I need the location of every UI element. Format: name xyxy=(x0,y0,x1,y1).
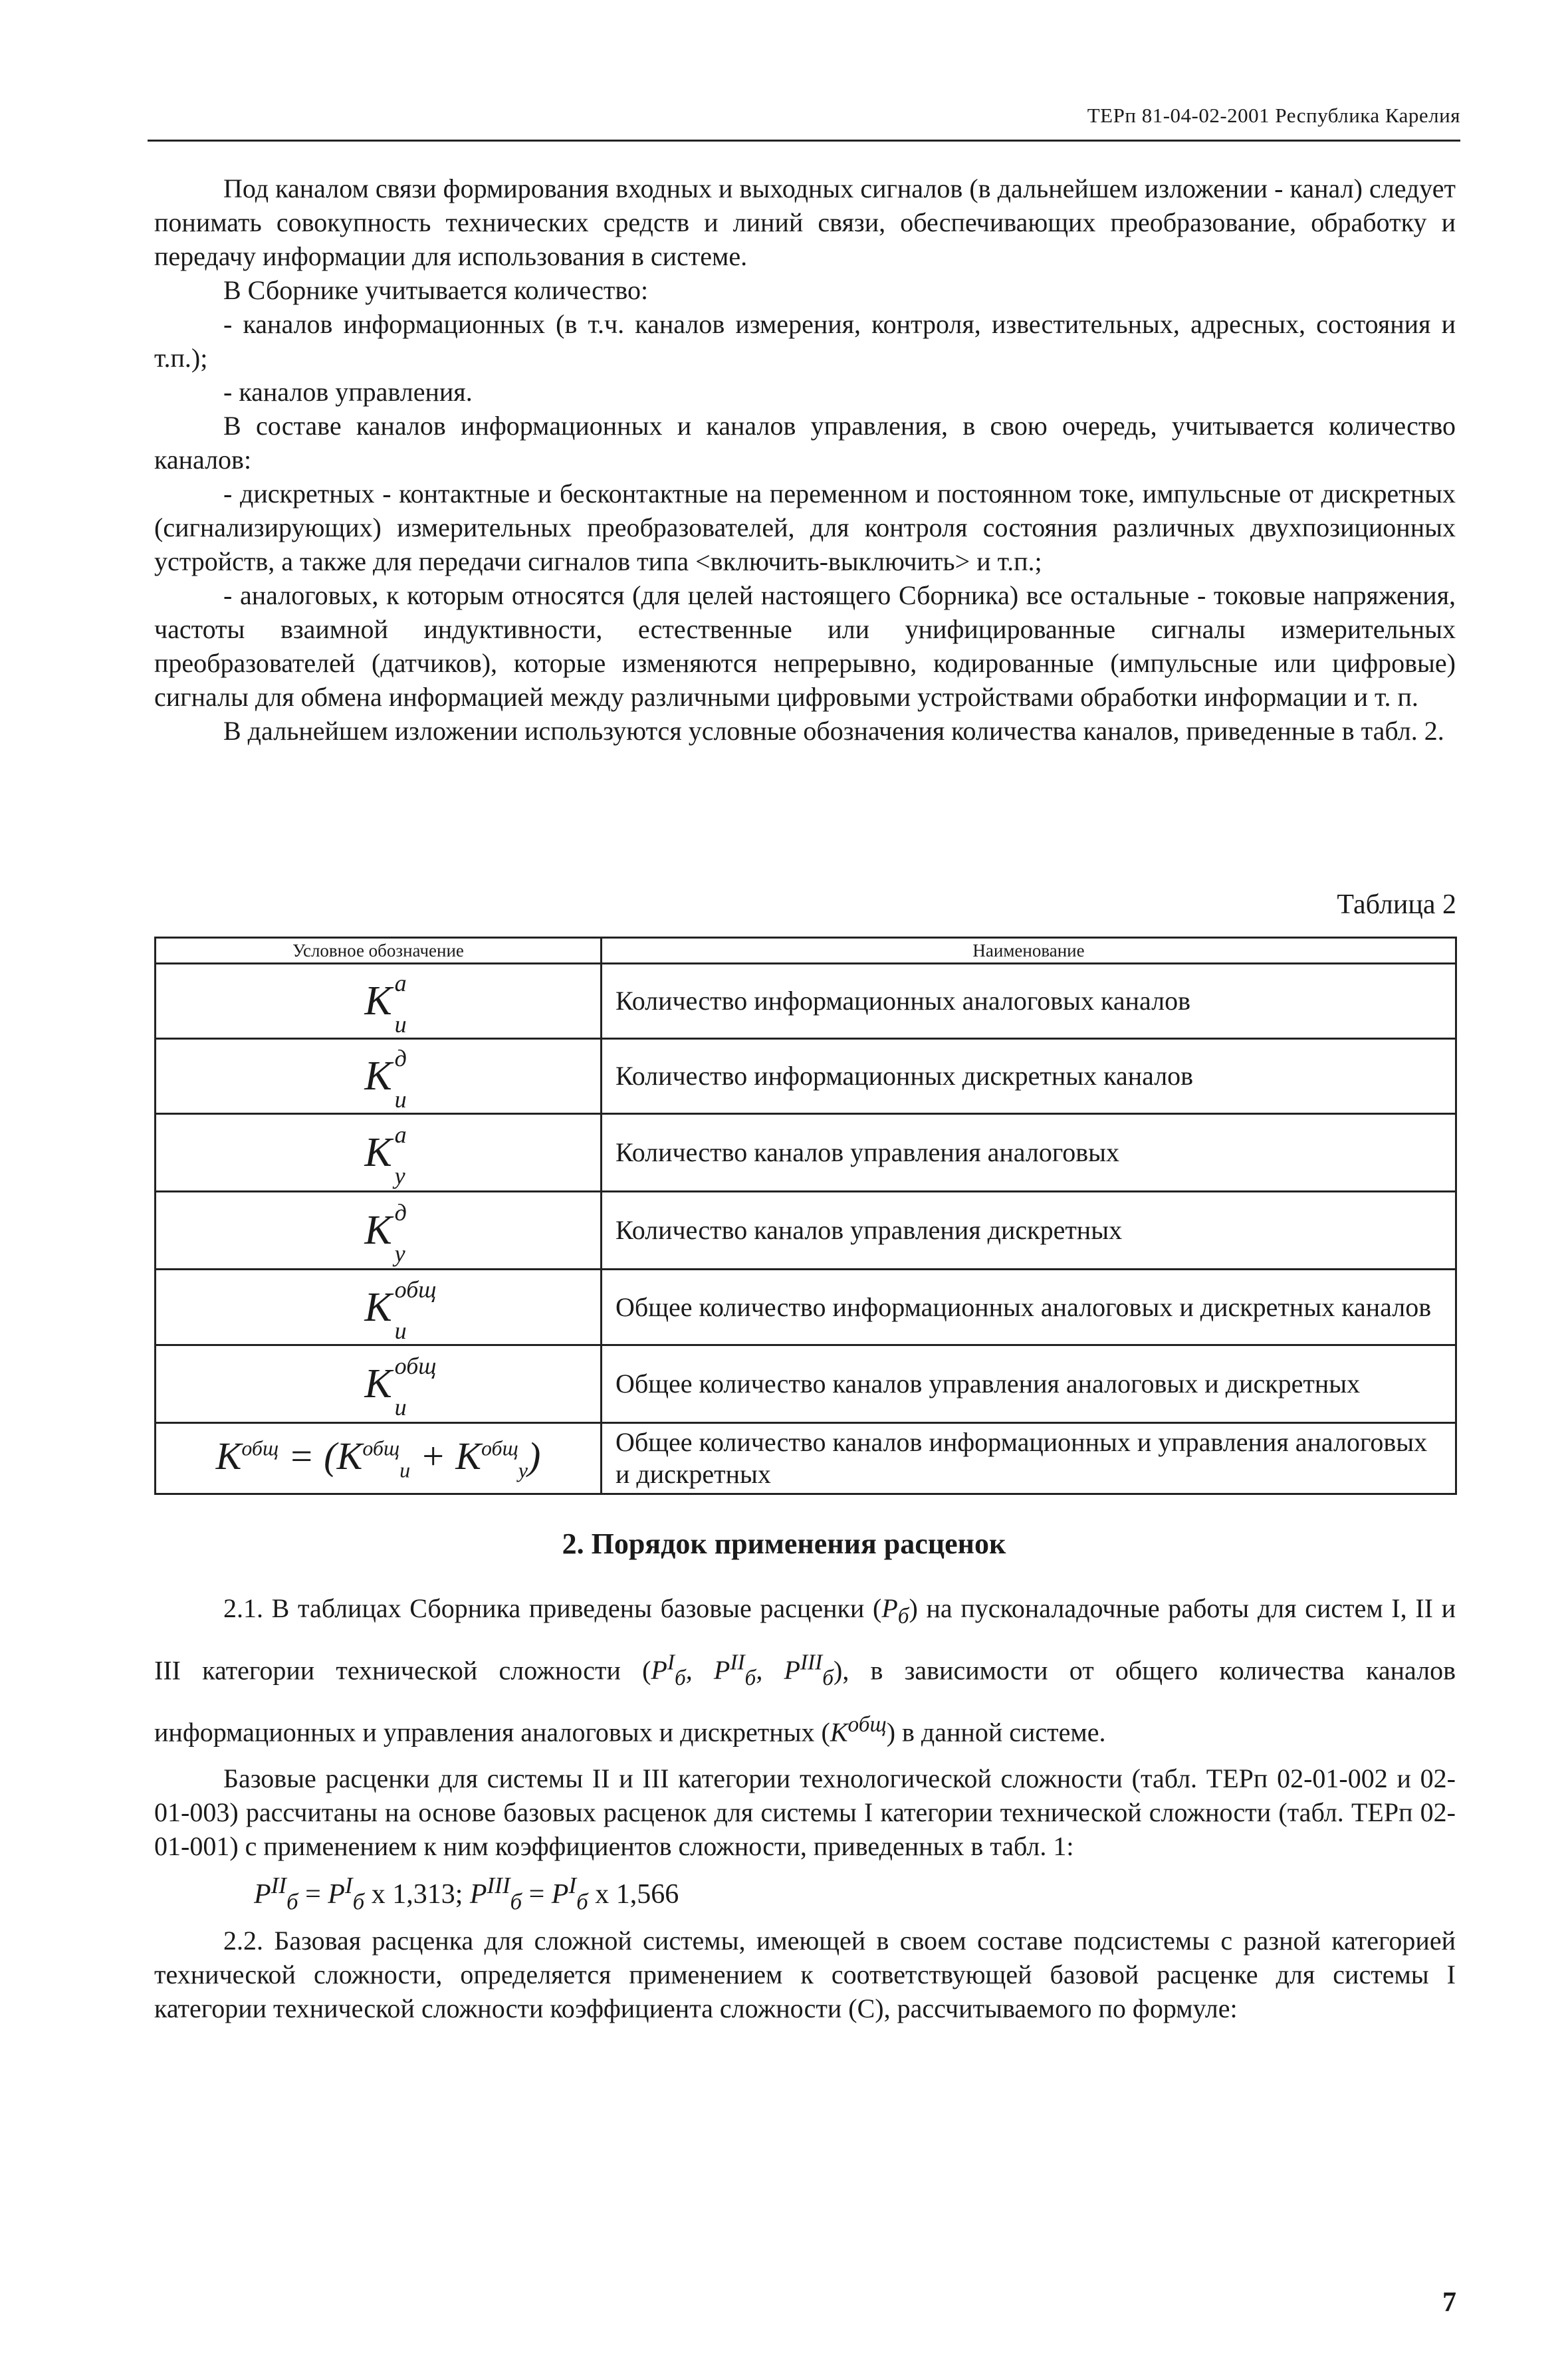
description-cell: Общее количество информационных аналоговых и дискретных каналов xyxy=(602,1270,1456,1345)
column-header-symbol: Условное обозначение xyxy=(156,938,602,964)
description-cell: Количество каналов управления дискретных xyxy=(602,1192,1456,1270)
description-cell: Количество информационных дискретных каналов xyxy=(602,1039,1456,1114)
coefficient-formula: $P^{II}_б = P^I_б$ х 1,313; $P^{III}_б = P^I_б$ х 1,566 xyxy=(254,1872,679,1915)
section-title: 2. Порядок применения расценок xyxy=(562,1527,1006,1560)
table-row xyxy=(156,1192,1456,1270)
symbol-cell xyxy=(156,1114,602,1192)
column-header-name: Наименование xyxy=(602,938,1456,964)
section-text xyxy=(154,1585,1456,2031)
list-item: - каналов информационных (в т.ч. каналов измерения, контроля, известительных, адресных, состояния и т.п.); xyxy=(154,309,1456,373)
symbol: K а у xyxy=(364,1121,407,1189)
paragraph: В составе каналов информационных и каналов управления, в свою очередь, учитывается количество каналов: xyxy=(154,411,1456,475)
description-cell: Общее количество каналов информационных и управления аналоговых и дискретных xyxy=(602,1423,1456,1494)
list-item: - дискретных - контактные и бесконтактные на переменном и постоянном токе, импульсные от дискретных (сигнализирующих) измерительных преобразователей, для контроля состояния различных двухпозиционных устройств, а также для передачи сигналов типа <включить-выключить> и т.п.; xyxy=(154,479,1456,576)
description-cell: Количество информационных аналоговых каналов xyxy=(602,964,1456,1039)
table-row xyxy=(156,1423,1456,1494)
paragraph: Под каналом связи формирования входных и выходных сигналов (в дальнейшем изложении - канал) следует понимать совокупность технических средств и линий связи, обеспечивающих преобразование, обработку и передачу информации для использования в системе. xyxy=(154,173,1456,271)
running-header xyxy=(148,98,1460,142)
symbol-cell xyxy=(156,1039,602,1114)
symbol-cell xyxy=(156,964,602,1039)
table-row xyxy=(156,1039,1456,1114)
intro-text xyxy=(154,171,1456,748)
list-item: - аналоговых, к которым относятся (для целей настоящего Сборника) все остальные - токовые напряжения, частоты взаимной индуктивности, естественные или унифицированные сигналы измерительных преобразователей (датчиков), которые изменяются непрерывно, кодированные (импульсные или цифровые) сигналы для обмена информацией между различными цифровыми устройствами обработки информации и т. п. xyxy=(154,580,1456,712)
symbol-cell xyxy=(156,1345,602,1423)
paragraph: 2.1. В таблицах Сборника приведены базовые расценки $(P_б)$ на пусконаладочные работы для систем I, II и III категории технической сложности ($P^I_б$, $P^{II}_б$, $P^{III}_б$), в зависимости от общего количества каналов информационных и управления аналоговых и дискретных $(K^{общ})$ в данной системе. xyxy=(154,1593,1456,1747)
symbol: K общ и xyxy=(364,1353,437,1420)
symbols-table xyxy=(154,937,1457,1495)
paragraph: Базовые расценки для системы II и III категории технологической сложности (табл. ТЕРп 02-01-002 и 02-01-003) рассчитаны на основе базовых расценок для системы I категории технической сложности (табл. ТЕРп 02-01-001) с применением к ним коэффициентов сложности, приведенных в табл. 1: xyxy=(154,1763,1456,1861)
table-header-row xyxy=(156,938,1456,964)
page-number: 7 xyxy=(1442,2287,1456,2318)
symbol: K д у xyxy=(364,1199,407,1267)
symbol: K д и xyxy=(364,1045,407,1113)
description-cell: Общее количество каналов управления аналоговых и дискретных xyxy=(602,1345,1456,1423)
paragraph: В дальнейшем изложении используются условные обозначения количества каналов, приведенные в табл. 2. xyxy=(223,716,1444,746)
paragraph: В Сборнике учитывается количество: xyxy=(223,275,649,305)
table-caption: Таблица 2 xyxy=(1337,889,1456,920)
header-text: ТЕРп 81-04-02-2001 Республика Карелия xyxy=(1087,104,1460,127)
symbol: K а и xyxy=(364,970,407,1038)
symbol-cell xyxy=(156,1270,602,1345)
symbol-cell xyxy=(156,1192,602,1270)
description-cell: Количество каналов управления аналоговых xyxy=(602,1114,1456,1192)
list-item: - каналов управления. xyxy=(223,377,473,407)
symbol: K общ и xyxy=(364,1276,437,1344)
table-row xyxy=(156,1114,1456,1192)
table-row xyxy=(156,1270,1456,1345)
paragraph: 2.2. Базовая расценка для сложной системы, имеющей в своем составе подсистемы с разной категорией технической сложности, определяется применением к соответствующей базовой расценке для системы I категории технической сложности коэффициента сложности (С), рассчитываемого по формуле: xyxy=(154,1926,1456,2024)
formula-cell: $K^{общ} = (K^{общ}_и + K^{общ}_у)$ xyxy=(156,1423,602,1494)
table-row xyxy=(156,1345,1456,1423)
table-row xyxy=(156,964,1456,1039)
